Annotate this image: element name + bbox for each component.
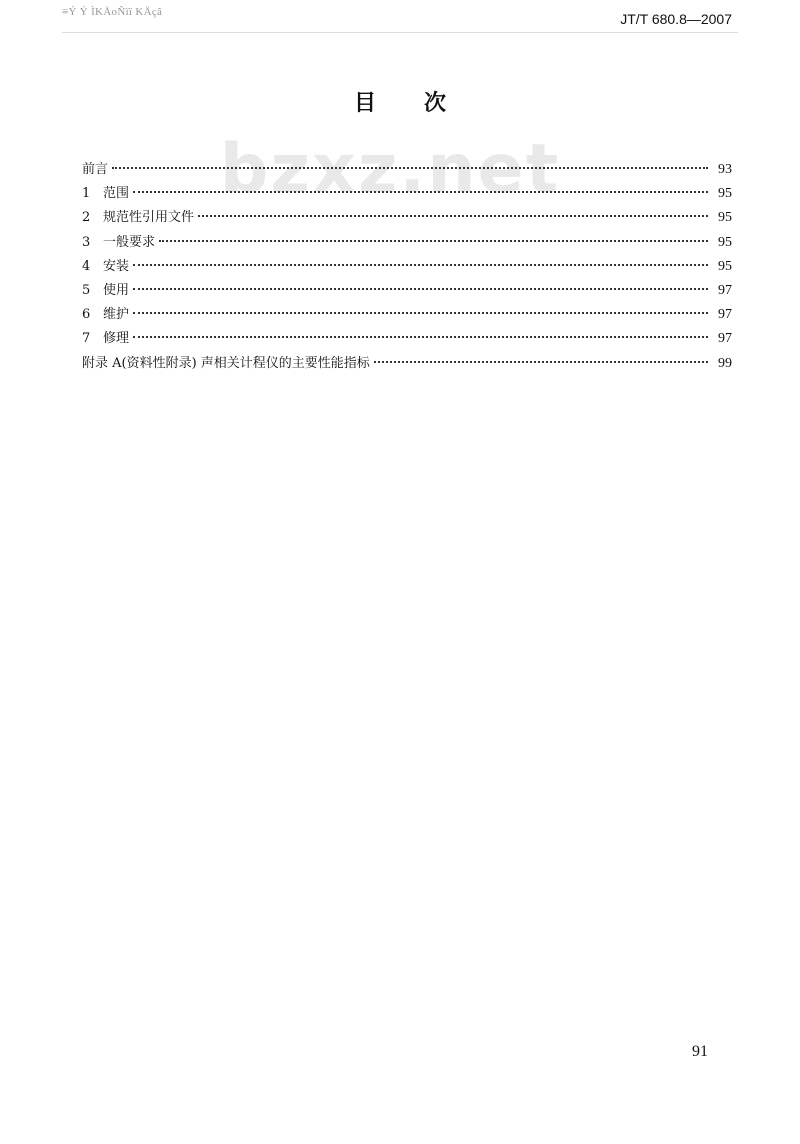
toc-entry-page: 97 [718,331,732,347]
toc-entry-page: 97 [718,282,732,298]
toc-entry-number: 3 [82,234,91,250]
toc-entry-text: 安装 [103,258,130,274]
toc-leader-dots [198,214,708,217]
toc-entry-page: 95 [718,186,732,202]
toc-entry-number: 4 [82,258,91,274]
toc-entry-number: 5 [82,282,91,298]
toc-entry-page: 95 [718,210,732,226]
toc-entry-text: 修理 [103,331,130,347]
toc-entry[interactable] [82,158,732,182]
toc-entry-page: 93 [718,162,732,177]
standard-code: JT/T 680.8—2007 [620,11,732,27]
header-source-mark: ≡Ý Ý ÌKÄoÑïï KÄçã [62,6,163,18]
toc-entry[interactable] [82,231,732,255]
toc-entry-text: 维护 [103,307,130,323]
toc-leader-dots [133,190,708,193]
toc-entry[interactable] [82,303,732,327]
toc-entry-label [82,255,129,279]
toc-leader-dots [112,166,708,169]
toc-entry-label [82,206,194,230]
header-divider [62,32,738,33]
watermark: bzxz.net [219,130,561,209]
toc-entry-text: 范围 [103,186,130,202]
toc-entry-appendix[interactable] [82,352,732,376]
toc-entry-page: 97 [718,307,732,323]
toc-leader-dots [133,287,708,290]
toc-entry-text: 使用 [103,282,130,298]
toc-leader-dots [133,335,708,338]
toc-entry-page: 95 [718,258,732,274]
table-of-contents [82,158,732,376]
toc-entry-number: 6 [82,307,91,323]
toc-entry-text: 前言 [82,162,109,177]
toc-entry-number: 7 [82,331,91,347]
toc-entry-text: 附录 A(资料性附录) 声相关计程仪的主要性能指标 [82,355,370,371]
page-title: 目次 [353,91,494,116]
toc-entry-label [82,352,370,376]
toc-leader-dots [133,311,708,314]
toc-entry-page: 99 [718,355,732,371]
toc-entry-number: 1 [82,186,91,202]
toc-entry[interactable] [82,255,732,279]
toc-entry-text: 一般要求 [103,234,156,250]
toc-entry[interactable] [82,279,732,303]
toc-entry-number: 2 [82,210,91,226]
toc-entry[interactable] [82,327,732,351]
toc-entry[interactable] [82,206,732,230]
toc-entry-page: 95 [718,234,732,250]
toc-entry-label [82,279,129,303]
toc-leader-dots [133,263,708,266]
toc-entry-text: 规范性引用文件 [103,210,195,226]
toc-entry-label [82,327,129,351]
toc-entry[interactable] [82,182,732,206]
toc-entry-label [82,303,129,327]
toc-entry-label [82,158,108,182]
toc-entry-label [82,231,155,255]
toc-entry-label [82,182,129,206]
page-number: 91 [692,1043,708,1060]
toc-leader-dots [374,360,708,363]
toc-leader-dots [159,239,708,242]
